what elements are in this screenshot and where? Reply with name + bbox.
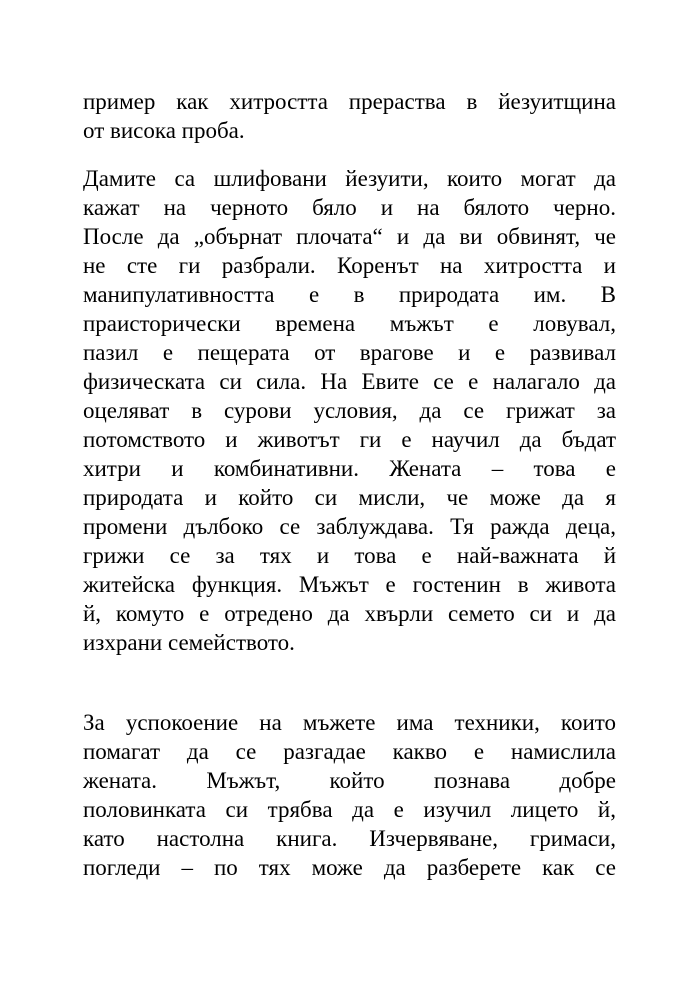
text-line: грижи се за тях и това е най-важната й xyxy=(83,543,616,568)
text-line: природата и който си мисли, че може да я xyxy=(83,485,616,510)
text-line: житейска функция. Мъжът е гостенин в живота xyxy=(83,572,616,597)
text-line: За успокоение на мъжете има техники, които xyxy=(83,710,616,735)
text-line: праисторически времена мъжът е ловувал, xyxy=(83,311,616,336)
text-line: като настолна книга. Изчервяване, гримаси, xyxy=(83,826,616,851)
text-line: Дамите са шлифовани йезуити, които могат да xyxy=(83,166,616,191)
paragraph-techniques xyxy=(83,708,616,882)
text-line: промени дълбоко се заблуждава. Тя ражда деца, xyxy=(83,514,616,539)
paragraph-continuation xyxy=(83,87,616,145)
text-line: жената. Мъжът, който познава добре xyxy=(83,768,616,793)
text-line: потомството и животът ги е научил да бъдат xyxy=(83,427,616,452)
text-line: После да „обърнат плочата“ и да ви обвинят, че xyxy=(83,224,616,249)
text-line: половинката си трябва да е изучил лицето й, xyxy=(83,797,616,822)
text-line: кажат на черното бяло и на бялото черно. xyxy=(83,195,616,220)
text-line: оцеляват в сурови условия, да се грижат за xyxy=(83,398,616,423)
text-line: манипулативността е в природата им. В xyxy=(83,282,616,307)
text-line: пример как хитростта прераства в йезуитщина xyxy=(83,89,616,114)
text-line: хитри и комбинативни. Жената – това е xyxy=(83,456,616,481)
text-line: й, комуто е отредено да хвърли семето си и да xyxy=(83,601,616,626)
text-line: пазил е пещерата от врагове и е развивал xyxy=(83,340,616,365)
text-line: помагат да се разгадае какво е намислила xyxy=(83,739,616,764)
text-line: от висока проба. xyxy=(83,118,245,143)
text-line: не сте ги разбрали. Коренът на хитростта и xyxy=(83,253,616,278)
text-line: изхрани семейството. xyxy=(83,630,295,655)
paragraph-main xyxy=(83,164,616,657)
text-line: физическата си сила. На Евите се е налагало да xyxy=(83,369,616,394)
text-line: погледи – по тях може да разберете как се xyxy=(83,855,616,880)
